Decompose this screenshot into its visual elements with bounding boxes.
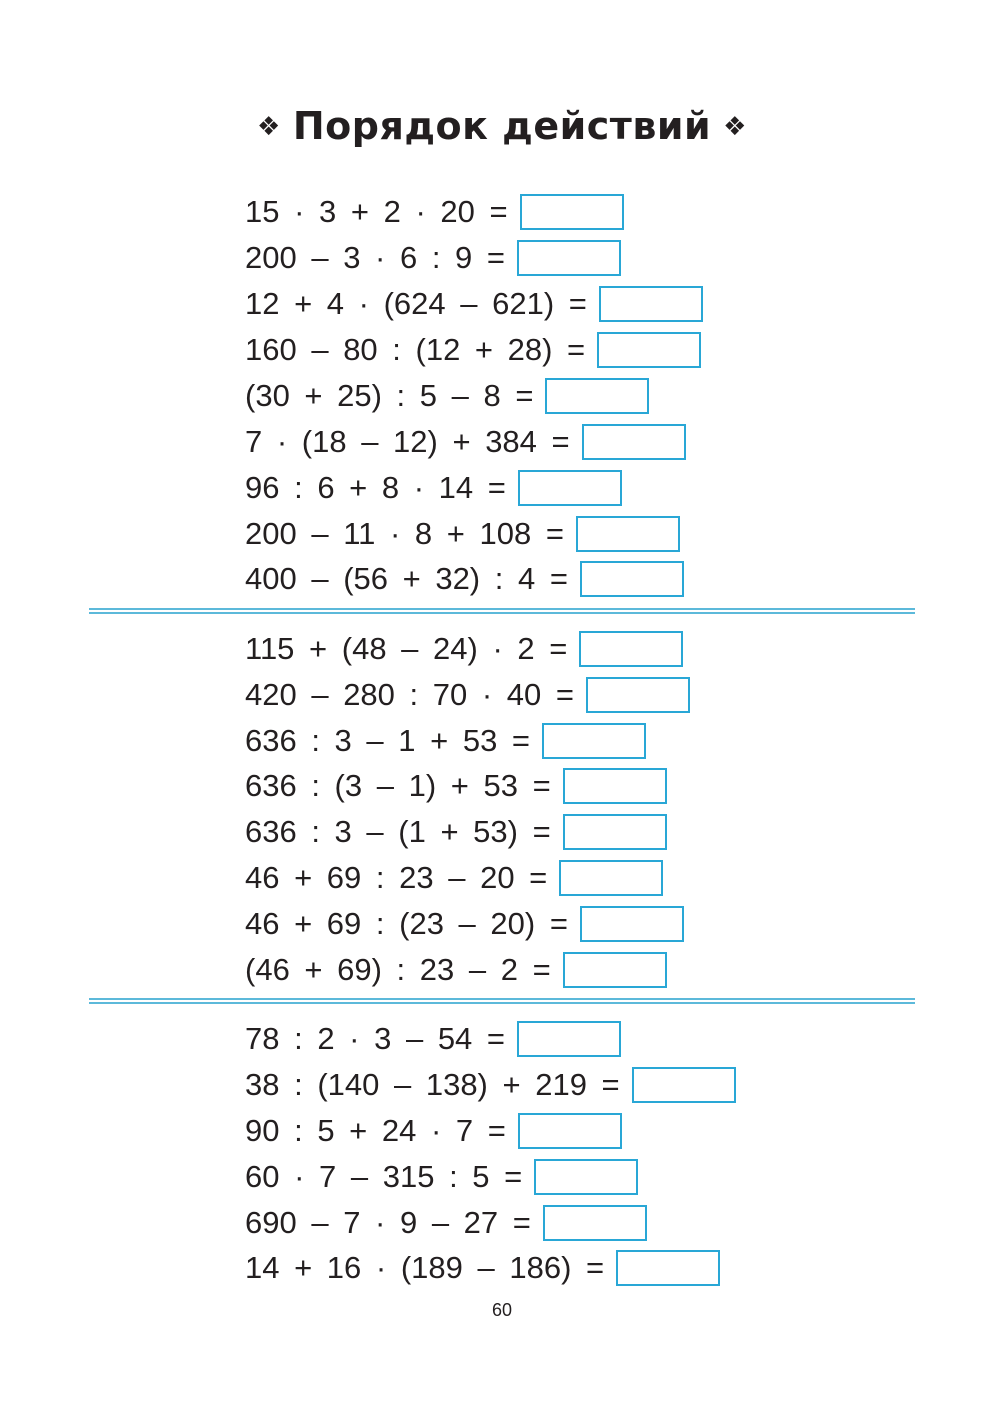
expression: 115 + (48 – 24) · 2 = xyxy=(245,631,568,666)
exercise-row xyxy=(245,1246,720,1290)
answer-box[interactable] xyxy=(579,631,683,667)
exercise-row xyxy=(245,1201,647,1245)
expression: 636 : 3 – 1 + 53 = xyxy=(245,723,531,758)
expression: 636 : 3 – (1 + 53) = xyxy=(245,814,551,849)
exercise-row xyxy=(245,948,667,992)
answer-box[interactable] xyxy=(520,194,624,230)
answer-box[interactable] xyxy=(518,1113,622,1149)
page-number: 60 xyxy=(491,1300,513,1320)
exercise-row xyxy=(245,1017,621,1061)
exercise-row xyxy=(245,1109,622,1153)
diamond-ornament-icon: ❖ xyxy=(257,112,281,142)
answer-box[interactable] xyxy=(580,906,684,942)
answer-box[interactable] xyxy=(563,952,667,988)
expression: 78 : 2 · 3 – 54 = xyxy=(245,1021,506,1056)
exercise-row xyxy=(245,374,649,418)
exercise-row xyxy=(245,512,680,556)
exercise-row xyxy=(245,282,703,326)
expression: 46 + 69 : 23 – 20 = xyxy=(245,860,548,895)
expression: 15 · 3 + 2 · 20 = xyxy=(245,194,508,229)
section-divider xyxy=(89,608,915,614)
expression: 200 – 11 · 8 + 108 = xyxy=(245,516,564,551)
expression: 46 + 69 : (23 – 20) = xyxy=(245,906,568,941)
answer-box[interactable] xyxy=(518,470,622,506)
expression: 14 + 16 · (189 – 186) = xyxy=(245,1250,605,1285)
exercise-row xyxy=(245,810,667,854)
exercise-row xyxy=(245,236,621,280)
answer-box[interactable] xyxy=(632,1067,736,1103)
answer-box[interactable] xyxy=(580,561,684,597)
expression: 160 – 80 : (12 + 28) = xyxy=(245,332,586,367)
exercise-row xyxy=(245,557,684,601)
expression: 636 : (3 – 1) + 53 = xyxy=(245,768,551,803)
expression: 400 – (56 + 32) : 4 = xyxy=(245,561,568,596)
answer-box[interactable] xyxy=(542,723,646,759)
answer-box[interactable] xyxy=(543,1205,647,1241)
exercise-row xyxy=(245,190,624,234)
exercise-row xyxy=(245,719,646,763)
answer-box[interactable] xyxy=(576,516,680,552)
exercise-row xyxy=(245,902,684,946)
exercise-row xyxy=(245,1063,736,1107)
answer-box[interactable] xyxy=(517,240,621,276)
diamond-ornament-icon: ❖ xyxy=(723,112,747,142)
expression: 38 : (140 – 138) + 219 = xyxy=(245,1067,620,1102)
exercise-row xyxy=(245,856,663,900)
expression: 90 : 5 + 24 · 7 = xyxy=(245,1113,506,1148)
page-title xyxy=(0,98,1004,155)
exercise-row xyxy=(245,328,701,372)
answer-box[interactable] xyxy=(563,768,667,804)
answer-box[interactable] xyxy=(545,378,649,414)
expression: 200 – 3 · 6 : 9 = xyxy=(245,240,506,275)
expression: 60 · 7 – 315 : 5 = xyxy=(245,1159,523,1194)
answer-box[interactable] xyxy=(586,677,690,713)
exercise-row xyxy=(245,420,686,464)
expression: 96 : 6 + 8 · 14 = xyxy=(245,470,506,505)
answer-box[interactable] xyxy=(582,424,686,460)
answer-box[interactable] xyxy=(597,332,701,368)
expression: 420 – 280 : 70 · 40 = xyxy=(245,677,574,712)
expression: (30 + 25) : 5 – 8 = xyxy=(245,378,534,413)
answer-box[interactable] xyxy=(563,814,667,850)
expression: 7 · (18 – 12) + 384 = xyxy=(245,424,570,459)
exercise-row xyxy=(245,764,667,808)
expression: 690 – 7 · 9 – 27 = xyxy=(245,1205,531,1240)
exercise-row xyxy=(245,627,683,671)
answer-box[interactable] xyxy=(559,860,663,896)
exercise-row xyxy=(245,1155,638,1199)
expression: (46 + 69) : 23 – 2 = xyxy=(245,952,551,987)
exercise-row xyxy=(245,673,690,717)
section-divider xyxy=(89,998,915,1004)
answer-box[interactable] xyxy=(517,1021,621,1057)
answer-box[interactable] xyxy=(616,1250,720,1286)
exercise-row xyxy=(245,466,622,510)
title-text: Порядок действий xyxy=(292,104,712,148)
answer-box[interactable] xyxy=(599,286,703,322)
answer-box[interactable] xyxy=(534,1159,638,1195)
expression: 12 + 4 · (624 – 621) = xyxy=(245,286,587,321)
